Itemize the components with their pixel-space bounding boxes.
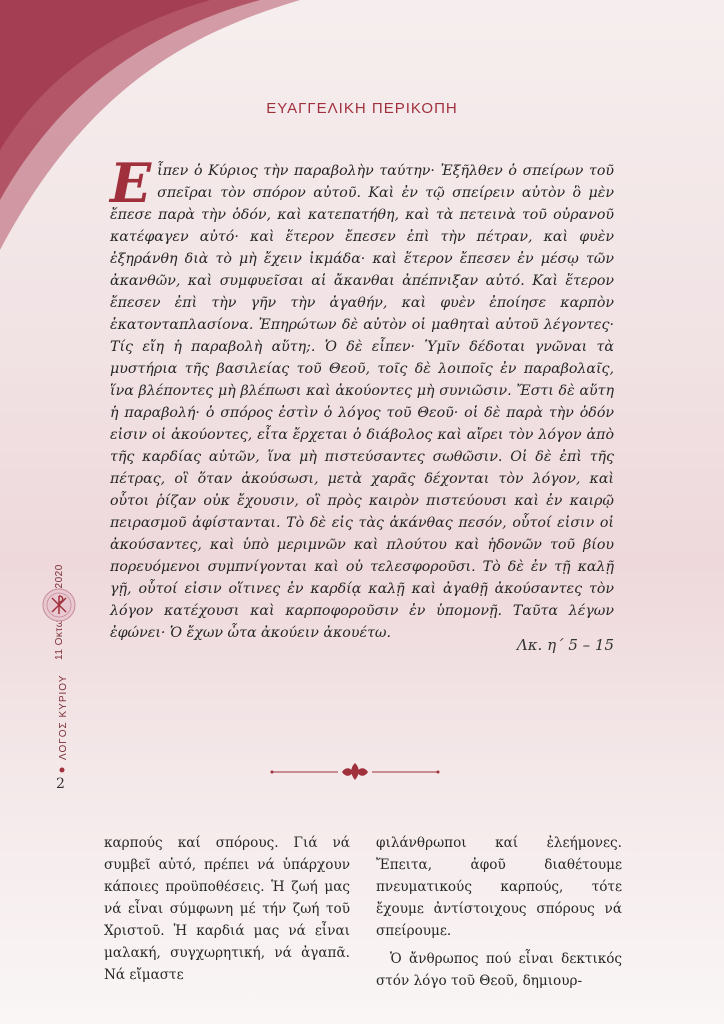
column-paragraph: καρπούς καί σπόρους. Γιά νά συμβεῖ αὐτό, πρέπει νά ὑπάρχουν κάποιες προϋποθέσεις. Ἡ ζωή μας νά εἶναι σύμφωνη μέ τήν ζωή τοῦ Χριστοῦ. Ἡ καρδιά μας νά εἶναι μαλακή, συγχωρητική, νά ἀγαπᾶ. Νά εἴμαστε xyxy=(104,835,350,983)
page-title: ΕΥΑΓΓΕΛΙΚΗ ΠΕΡΙΚΟΠΗ xyxy=(266,100,458,117)
column-paragraph: φιλάνθρωποι καί ἐλεήμονες. Ἔπειτα, ἀφοῦ διαθέτουμε πνευματικούς καρπούς, τότε ἔχουμε ἀντίστοιχους σπόρους νά σπείρουμε. xyxy=(376,835,622,939)
scripture-reference: Λκ. η΄ 5 – 15 xyxy=(516,636,614,654)
column-paragraph: Ὁ ἄνθρωπος πού εἶναι δεκτικός στόν λόγο τοῦ Θεοῦ, δημιουρ- xyxy=(376,951,622,989)
gospel-passage xyxy=(110,151,614,644)
ornamental-divider xyxy=(270,760,440,784)
issue-date: 11 2020 xyxy=(54,564,65,660)
article-column-right xyxy=(376,832,622,992)
drop-cap: Ε xyxy=(110,151,152,215)
magazine-name: ΛΟΓΟΣ ΚΥΡΙΟΥ xyxy=(58,674,69,760)
chi-rho-seal-icon xyxy=(42,588,76,622)
article-column-left xyxy=(104,832,350,986)
gospel-text: ἶπεν ὁ Κύριος τὴν παραβολὴν ταύτην· Ἐξῆλθεν ὁ σπείρων τοῦ σπεῖραι τὸν σπόρον αὐτοῦ. Καὶ ἐν τῷ σπείρειν αὐτὸν ὃ μὲν ἔπεσε παρὰ τὴν ὁδόν, καὶ κατεπατήθη, καὶ τὰ πετεινὰ τοῦ οὐρανοῦ κατέφαγεν αὐτό· καὶ ἕτερον ἔπεσεν ἐπὶ τὴν πέτραν, καὶ φυὲν ἐξηράνθη διὰ τὸ μὴ ἔχειν ἰκμάδα· καὶ ἕτερον ἔπεσεν ἐν μέσῳ τῶν ἀκανθῶν, καὶ συμφυεῖσαι αἱ ἄκανθαι ἀπέπνιξαν αὐτό. Καὶ ἕτερον ἔπεσεν ἐπὶ τὴν γῆν τὴν ἀγαθήν, καὶ φυὲν ἐποίησε καρπὸν ἑκατονταπλασίονα. Ἐπηρώτων δὲ αὐτὸν οἱ μαθηταὶ αὐτοῦ λέγοντες· Τίς εἴη ἡ παραβολὴ αὕτη;. Ὁ δὲ εἶπεν· Ὑμῖν δέδοται γνῶναι τὰ μυστήρια τῆς βασιλείας τοῦ Θεοῦ, τοῖς δὲ λοιποῖς ἐν παραβολαῖς, ἵνα βλέποντες μὴ βλέπωσι καὶ ἀκούοντες μὴ συνιῶσιν. Ἔστι δὲ αὕτη ἡ παραβολή· ὁ σπόρος ἐστὶν ὁ λόγος τοῦ Θεοῦ· οἱ δὲ παρὰ τὴν ὁδόν εἰσιν οἱ ἀκούοντες, εἶτα ἔρχεται ὁ διάβολος καὶ αἴρει τὸν λόγον ἀπὸ τῆς καρδίας αὐτῶν, ἵνα μὴ πιστεύσαντες σωθῶσιν. Οἱ δὲ ἐπὶ τῆς πέτρας, οἳ ὅταν ἀκούσωσι, μετὰ χαρᾶς δέχονται τὸν λόγον, καὶ οὗτοι ῥίζαν οὐκ ἔχουσιν, οἳ πρὸς καιρὸν πιστεύουσι καὶ ἐν καιρῷ πειρασμοῦ ἀφίστανται. Τὸ δὲ εἰς τὰς ἀκάνθας πεσόν, οὗτοί εἰσιν οἱ ἀκούσαντες, καὶ ὑπὸ μεριμνῶν καὶ πλούτου καὶ ἡδονῶν τοῦ βίου πορευόμενοι συμπνίγονται καὶ οὐ τελεσφοροῦσι. Τὸ δὲ ἐν τῇ καλῇ γῇ, οὗτοί εἰσιν οἵτινες ἐν καρδίᾳ καλῇ καὶ ἀγαθῇ ἀκούσαντες τὸν λόγον κατέχουσι καὶ καρποφοροῦσιν ἐν ὑπομονῇ. Ταῦτα λέγων ἐφώνει· Ὁ ἔχων ὦτα ἀκούειν ἀκουέτω. xyxy=(110,163,614,641)
bullet-dot-icon xyxy=(58,766,66,774)
page-number: 2 xyxy=(56,776,65,792)
